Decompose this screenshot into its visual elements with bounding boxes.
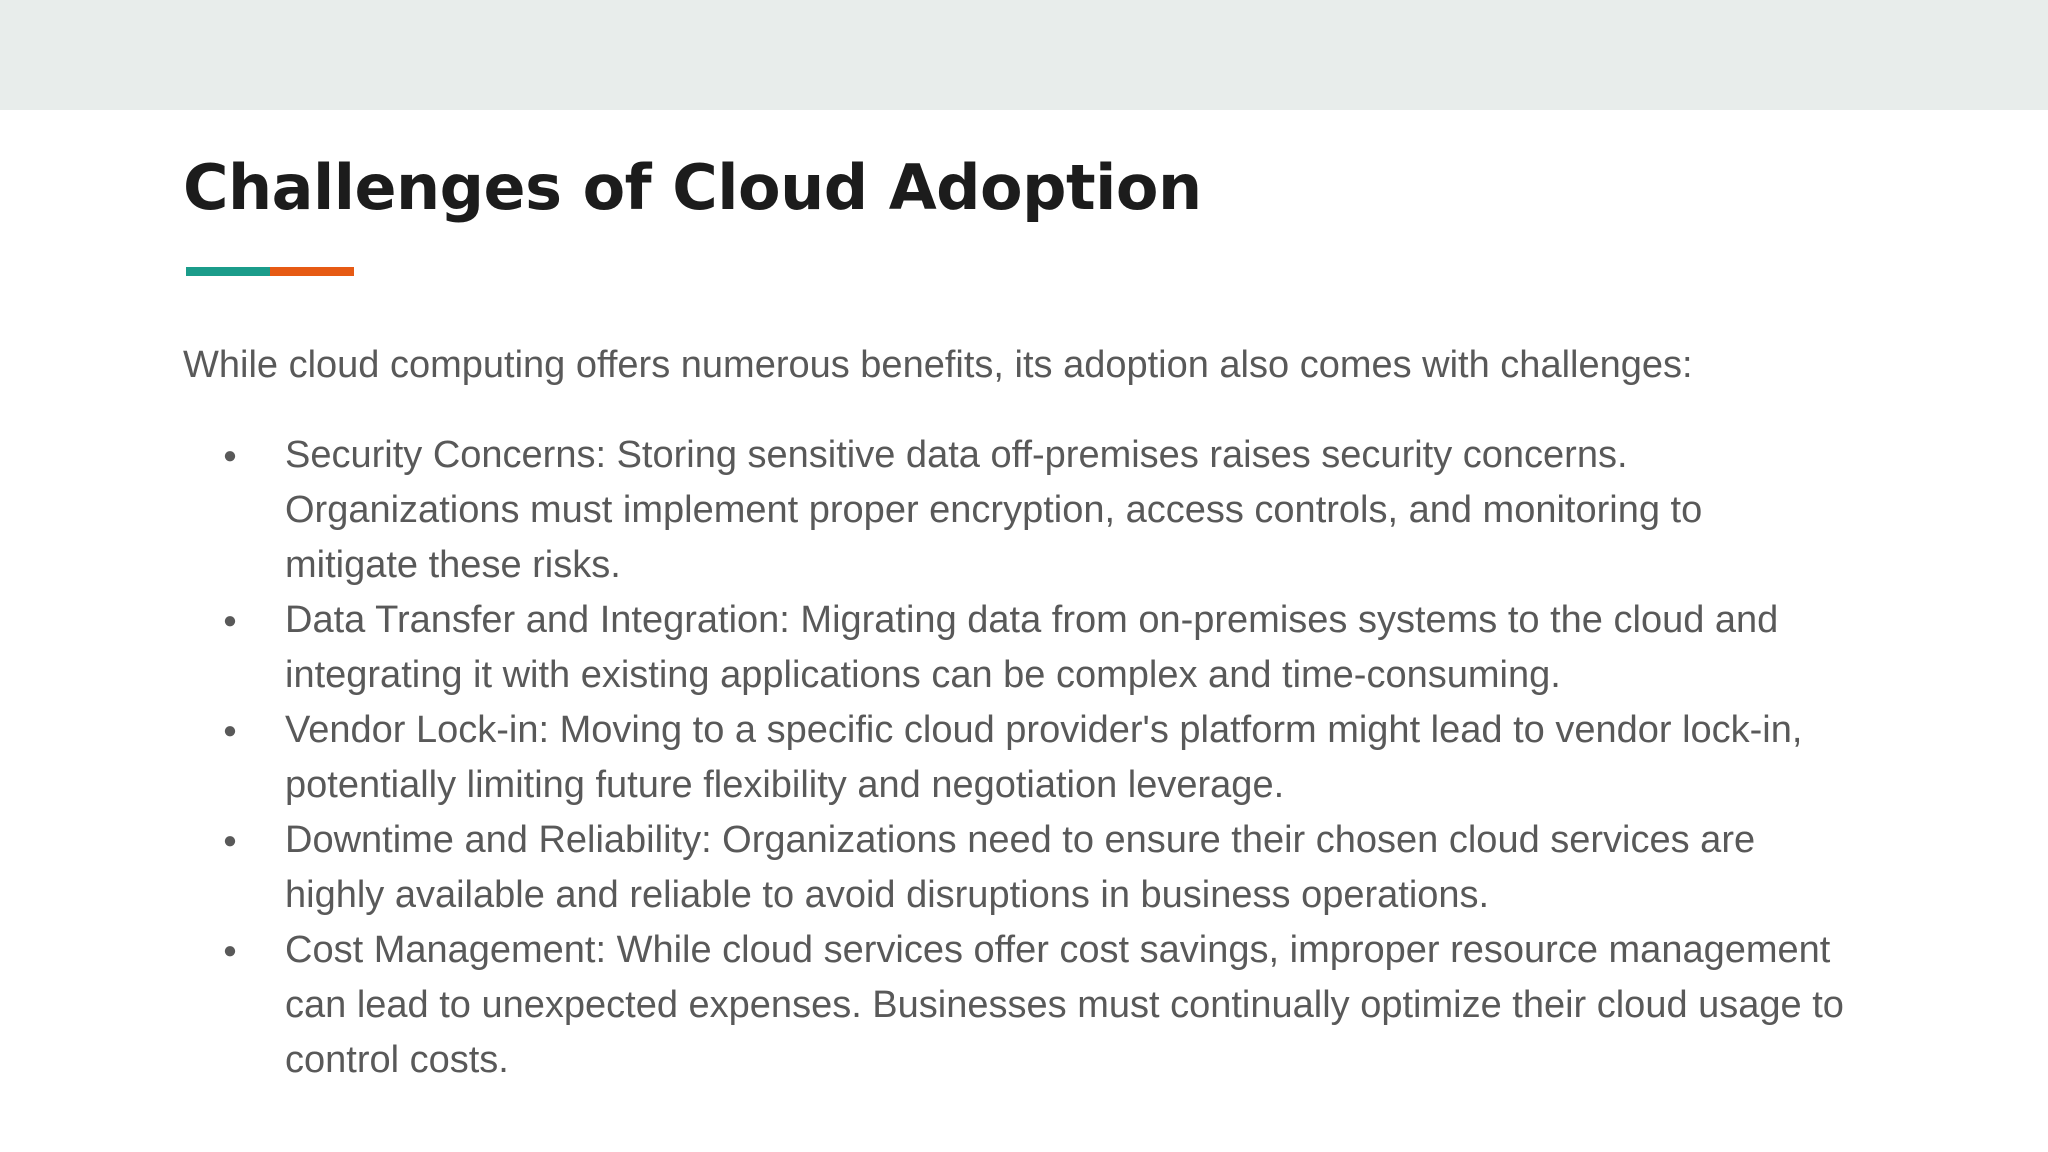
title-accent-bar <box>186 267 354 276</box>
challenges-list <box>183 428 1883 1088</box>
list-item-line: mitigate these risks. <box>285 544 621 586</box>
list-item-line: Data Transfer and Integration: Migrating data from on-premises systems to the cloud and <box>285 599 1779 641</box>
intro-text: While cloud computing offers numerous benefits, its adoption also comes with challenges: <box>183 344 1693 386</box>
list-item-downtime <box>183 813 1883 923</box>
accent-segment-orange <box>270 267 354 276</box>
bullet-dot-icon: ● <box>222 827 238 854</box>
list-item-line: Downtime and Reliability: Organizations need to ensure their chosen cloud services are <box>285 819 1756 861</box>
header-band <box>0 0 2048 110</box>
list-item-cost-management <box>183 923 1883 1088</box>
list-item-security <box>183 428 1883 593</box>
list-item-line: Organizations must implement proper encryption, access controls, and monitoring to <box>285 489 1703 531</box>
slide-title: Challenges of Cloud Adoption <box>183 151 1202 224</box>
bullet-dot-icon: ● <box>222 717 238 744</box>
list-item-line: control costs. <box>285 1039 509 1081</box>
list-item-data-transfer <box>183 593 1883 703</box>
list-item-line: can lead to unexpected expenses. Businesses must continually optimize their cloud usage to <box>285 984 1844 1026</box>
accent-segment-teal <box>186 267 270 276</box>
list-item-line: Security Concerns: Storing sensitive data off-premises raises security concerns. <box>285 434 1628 476</box>
list-item-line: potentially limiting future flexibility and negotiation leverage. <box>285 764 1285 806</box>
bullet-dot-icon: ● <box>222 442 238 469</box>
list-item-vendor-lock-in <box>183 703 1883 813</box>
list-item-line: Cost Management: While cloud services offer cost savings, improper resource management <box>285 929 1831 971</box>
bullet-dot-icon: ● <box>222 607 238 634</box>
bullet-dot-icon: ● <box>222 937 238 964</box>
list-item-line: integrating it with existing applications can be complex and time-consuming. <box>285 654 1561 696</box>
list-item-line: highly available and reliable to avoid disruptions in business operations. <box>285 874 1490 916</box>
list-item-line: Vendor Lock-in: Moving to a specific cloud provider's platform might lead to vendor lock-in, <box>285 709 1803 751</box>
